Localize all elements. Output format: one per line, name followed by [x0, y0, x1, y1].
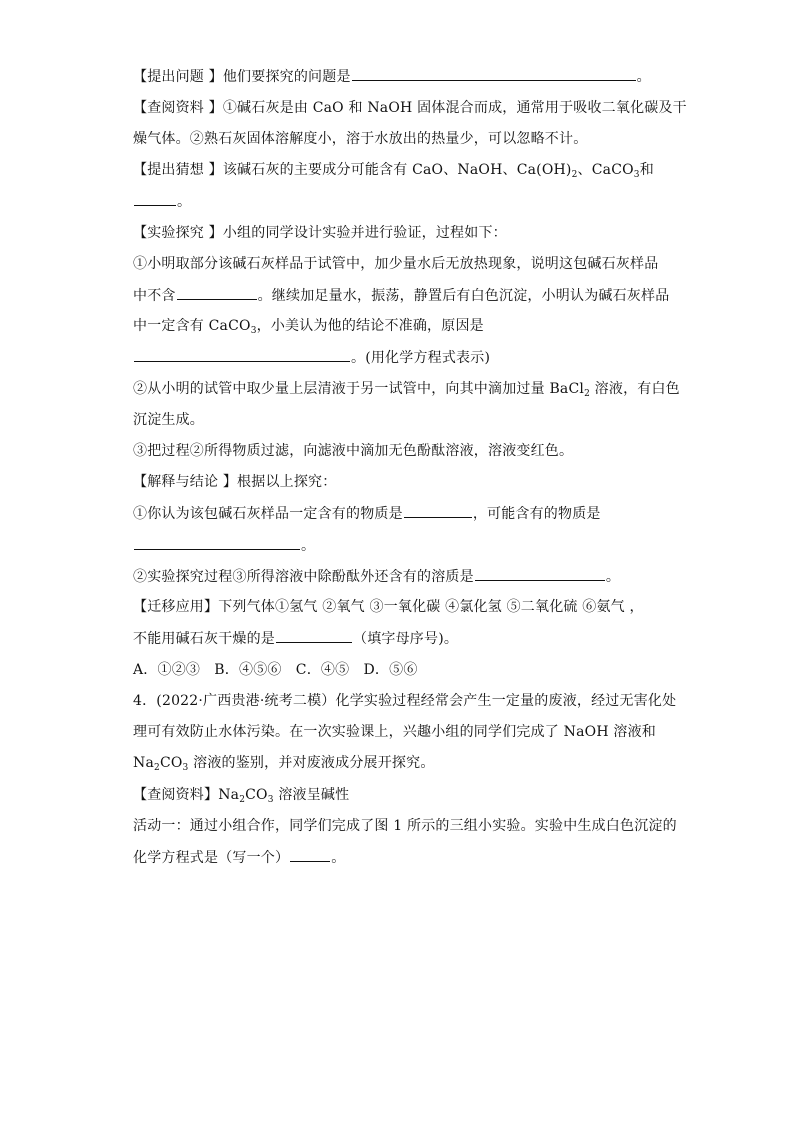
hypothesis-blank-line: 。 — [133, 191, 191, 212]
step-1-line-cont2: 中一定含有 CaCO$_3$，小美认为他的结论不准确，原因是 — [133, 318, 484, 336]
experiment-heading: 【实验探究 】小组的同学设计实验并进行验证，过程如下： — [133, 225, 507, 241]
answer-blank — [404, 503, 472, 518]
reference-line-cont: 燥气体。②熟石灰固体溶解度小，溶于水放出的热量少，可以忽略不计。 — [133, 131, 588, 147]
answer-blank — [134, 535, 300, 550]
step-1-line: ①小明取部分该碱石灰样品于试管中，加少量水后无放热现象，说明这包碱石灰样品 — [133, 256, 659, 272]
answer-blank — [134, 347, 350, 362]
application-line: 【迁移应用】下列气体①氢气 ②氧气 ③一氧化碳 ④氯化氢 ⑤二氧化硫 ⑥氨气 ， — [133, 599, 644, 615]
question-4-line-cont: 理可有效防止水体污染。在一次实验课上，兴趣小组的同学们完成了 NaOH 溶液和 — [133, 724, 656, 740]
question-line: 【提出问题 】他们要探究的问题是 。 — [133, 66, 651, 87]
step-1-line-cont: 中不含 。继续加足量水，振荡，静置后有白色沉淀，小明认为碱石灰样品 — [133, 285, 669, 306]
equation-blank-line: 。(用化学方程式表示) — [133, 347, 490, 368]
answer-blank — [134, 191, 176, 206]
question-4-line: 4．(2022·广西贵港·统考二模）化学实验过程经常会产生一定量的废液，经过无害化处 — [133, 693, 677, 709]
conclusion-heading: 【解释与结论 】根据以上探究： — [133, 474, 337, 490]
activity-1-line: 活动一：通过小组合作，同学们完成了图 1 所示的三组小实验。实验中生成白色沉淀的 — [133, 818, 677, 834]
application-line-cont: 不能用碱石灰干燥的是 （填字母序号)。 — [133, 628, 458, 649]
question-4-line-cont2: $Na_2CO_3$ 溶液的鉴别，并对废液成分展开探究。 — [133, 755, 435, 773]
answer-blank — [276, 628, 352, 643]
answer-blank — [290, 847, 330, 862]
activity-1-line-cont: 化学方程式是（写一个） 。 — [133, 847, 345, 868]
conclusion-2-line: ②实验探究过程③所得溶液中除酚酞外还含有的溶质是 。 — [133, 566, 620, 587]
conclusion-1-blank-line: 。 — [133, 535, 315, 556]
options-line: A．①②③ B．④⑤⑥ C．④⑤ D．⑤⑥ — [133, 662, 418, 678]
conclusion-1-line: ①你认为该包碱石灰样品一定含有的物质是 ，可能含有的物质是 — [133, 503, 601, 524]
step-2-line: ②从小明的试管中取少量上层清液于另一试管中，向其中滴加过量 BaCl$_2$ 溶液，有白色 — [133, 381, 680, 399]
answer-blank — [352, 66, 636, 81]
step-3-line: ③把过程②所得物质过滤，向滤液中滴加无色酚酞溶液，溶液变红色。 — [133, 443, 574, 459]
answer-blank — [177, 285, 257, 300]
reference-line: 【查阅资料 】①碱石灰是由 CaO 和 NaOH 固体混合而成，通常用于吸收二氧化碳及干 — [133, 100, 687, 116]
step-2-line-cont: 沉淀生成。 — [133, 412, 204, 428]
hypothesis-line: 【提出猜想 】该碱石灰的主要成分可能含有 CaO、NaOH、$Ca(OH)_2$、CaCO$_3$和 — [133, 162, 654, 180]
answer-blank — [475, 566, 605, 581]
reference-2-line: 【查阅资料】$Na_2CO_3$ 溶液呈碱性 — [133, 787, 350, 805]
